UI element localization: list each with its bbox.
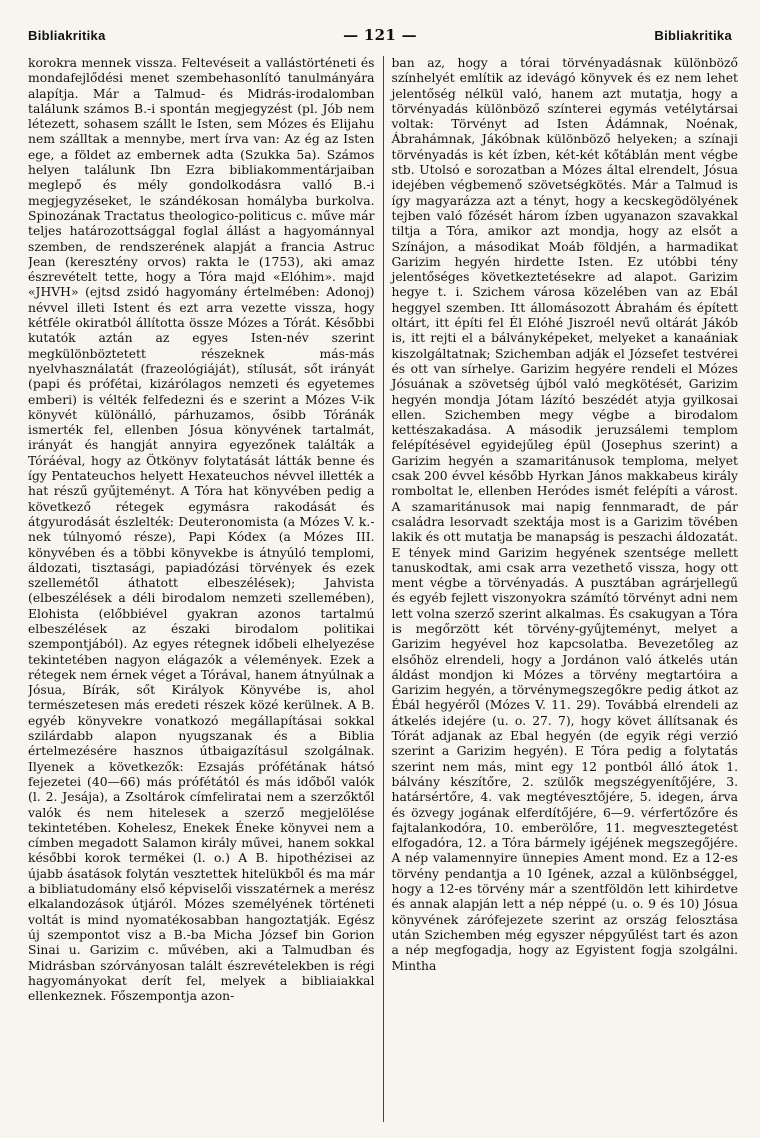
header-left-title: Bibliakritika: [28, 28, 106, 43]
running-header: [28, 26, 732, 50]
right-column: [383, 56, 739, 1122]
left-column: [28, 56, 383, 1122]
right-column-text: ban az, hogy a tórai törvényadásnak különböző színhelyét említik az idevágó könyvek és ez nem lehet jelentőség nélkül való, hanem azt mutatja, hogy a törvényadás különböző színterei egymás vetélytársai voltak: Törvényt ad Isten Ádámnak, Noénak, Ábrahámnak, Jákóbnak különböző helyeken; a színaji törvényadás is két ízben, két-két kőtáblán ment végbe stb. Utolsó e sorozatban a Mózes által elrendelt, Jósua idejében végbemenő szövetségkötés. Már a Talmud is így magyarázza azt a tényt, hogy a kecskegödölyének tejben való főzését három ízben ugyanazon szavakkal tiltja a Tóra, amikor azt mondja, hogy az elsőt a Színájon, a másodikat Moáb földjén, a harmadikat Garizim hegyén hirdette Isten. Ez utóbbi tény jelentőséges következtetésekre ad alapot. Garizim hegye t. i. Szichem városa közelében van az Ebál heggyel szemben. Itt állomásozott Ábrahám és épített oltárt, itt építi fel Él Elóhé Jiszroél nevű oltárát Jákób is, itt rejti el a bálványképeket, melyeket a kanaániak kiszolgáltatnak; Szichemban adják el Józsefet testvérei és ott van sírhelye. Garizim hegyére rendeli el Mózes Jósuának a szövetség újból való megkötését, Garizim hegyén mondja Jótam lázító beszédét atyja gyilkosai ellen. Szichemben megy végbe a birodalom kettészakadása. A második jeruzsálemi templom felépítésével egyidejűleg épül (Josephus szerint) a Garizim hegyén a szamaritánusok temploma, melyet csak 200 évvel később Hyrkan János makkabeus király romboltat le, ellenben Heródes ismét felépíti a várost. A szamaritánusok mai napig fennmaradt, de pár családra lesorvadt szektája most is a Garizim tövében lakik és ott mutatja be manapság is peszachi áldozatát. E tények mind Garizim hegyének szentsége mellett tanuskodtak, ami csak arra vezethető vissza, hogy ott ment végbe a törvényadás. A pusztában agrárjellegű és egyéb fejlett viszonyokra számító törvényt adni nem lett volna szerző szerint alkalmas. És csakugyan a Tóra is megőrzött két törvény-gyűjteményt, melyet a Garizim hegyével hoz kapcsolatba. Bevezetőleg az elsőhöz elrendeli, hogy a Jordánon való átkelés után áldást mondjon ki Mózes a törvény megtartóira a Garizim hegyén, a törvénymegszegőkre pedig átkot az Ébál hegyéről (Mózes V. 11. 29). Továbbá elrendeli az átkelés idejére (u. o. 27. 7), hogy követ állítsanak és Tórát adjanak az Ebal hegyén (de egyik régi verzió szerint a Garizim hegyén). E Tóra pedig a folytatás szerint nem más, mint egy 12 pontból álló átok 1. bálvány készítőre, 2. szülők megszégyenítőjére, 3. határsértőre, 4. vak megtévesztőjére, 5. idegen, árva és özvegy jogának elferdítőjére, 6—9. vérfertőzőre és fajtalankodóra, 10. emberölőre, 11. megvesztegetést elfogadóra, 12. a Tóra bármely igéjének megszegőjére. A nép valamennyire ünnepies Ament mond. Ez a 12-es törvény pendantja a 10 Igének, azzal a különbséggel, hogy a 12-es törvény már a szentföldön lett kihirdetve és annak alapján lett a nép néppé (u. o. 9 és 10) Jósua könyvének zárófejezete szerint az ország felosztása után Szichemben még egyszer népgyűlést tart és azon a nép megfogadja, hogy az Egyistent fogja szolgálni. Mintha: [391, 56, 738, 973]
left-column-text: korokra mennek vissza. Feltevéseit a vallástörténeti és mondafejlődési menet szembehasonlító tanulmányára alapítja. Már a Talmud- és Midrás-irodalomban találunk számos B.-i spontán megjegyzést (pl. Jób nem létezett, sohasem szállt le Isten, sem Mózes és Elijahu nem szálltak a mennybe, mert írva van: Az ég az Isten ege, a földet az embernek adta (Szukka 5a). Számos helyen találunk Ibn Ezra bibliakommentárjaiban meglepő és mély gondolkodásra valló B.-i megjegyzéseket, le szándékosan homályba burkolva. Spinozának Tractatus theologico-politicus c. műve már teljes határozottsággal foglal állást a hagyománnyal szemben, de rendszerének alapját a franciа Astruc Jean (keresztény orvos) rakta le (1753), aki amaz észrevételt tette, hogy a Tóra majd «Elóhim». majd «JHVH» (ejtsd zsidó hagyomány értelmében: Adonoj) névvel illeti Istent és ezt arra vezette vissza, hogy kétféle okiratból állította össze Mózes a Tórát. Későbbi kutatók aztán az egyes Isten-név szerint megkülönböztetett részeknek más-más nyelvhasználatát (frazeológiáját), stílusát, sőt irányát (papi és prófétai, kizárólagos nemzeti és egyetemes emberi) is vélték felfedezni és e szerint a Mózes V-ik könyvét különálló, párhuzamos, ősibb Tóránák ismerték fel, ellenben Jósua könyvének tartalmát, irányát és hangját annyira egyezőnek találták a Tóráéval, hogy az Ötkönyv folytatását látták benne és így Pentateuchos helyett Hexateuchos névvel illették a hat részű gyűjteményt. A Tóra hat könyvében pedig a következő rétegek egymásra rakodását és átgyurodását észlelték: Deuteronomista (a Mózes V. k.-nek túlnyomó része), Papi Kódex (a Mózes III. könyvében és a többi könyvekbe is átnyúló templomi, áldozati, tisztasági, papiadózási törvények és ezek szellemétől áthatott elbeszélések); Jahvista (elbeszélések a déli birodalom nemzeti szellemében), Elohista (előbbiével gyakran azonos tartalmú elbeszélések az északi birodalom politikai szempontjából). Az egyes rétegnek időbeli elhelyezése tekintetében nagyon elágazók a vélemények. Ezek a rétegek nem érnek véget a Tórával, hanem átnyúlnak a Jósua, Bírák, sőt Királyok Könyvébe is, ahol természetesen más eredeti részek közé kerülnek. A B. egyéb könyvekre vonatkozó megállapításai sokkal szilárdabb alapon nyugszanak és a Biblia értelmezésére hasznos útbaigazításul szolgálnak. Ilyenek a következők: Ezsajás prófétának hátsó fejezetei (40—66) más prófétától és más időből valók (l. 2. Jesája), a Zsoltárok címfeliratai nem a szerzőktől valók és nem hitelesek a szerző megjelölése tekintetében. Kohelesz, Enekek Éneke könyvei nem a címben megadott Salamon király művei, hanem sokkal későbbi korok termékei (l. o.) A B. hipothézisei az újabb ásatások folytán vesztettek hitelükből és ma már a bibliatudomány első képviselői visszatérnek a merész elkalandozások útjáról. Mózes személyének történeti voltát is mind nyomatékosabban hangoztatják. Egész új szempontot visz a B.-ba Micha József bin Gorion Sinai u. Garizim c. művében, aki a Talmudban és Midrásban szórványosan talált észrevételekben is régi hagyományokat derít fel, melyek a bibliaiakkal ellenkeznek. Főszempontja azon-: [28, 56, 375, 1004]
text-columns: [28, 56, 738, 1122]
header-right-title: Bibliakritika: [654, 28, 732, 43]
page-number: — 121 —: [343, 26, 417, 44]
